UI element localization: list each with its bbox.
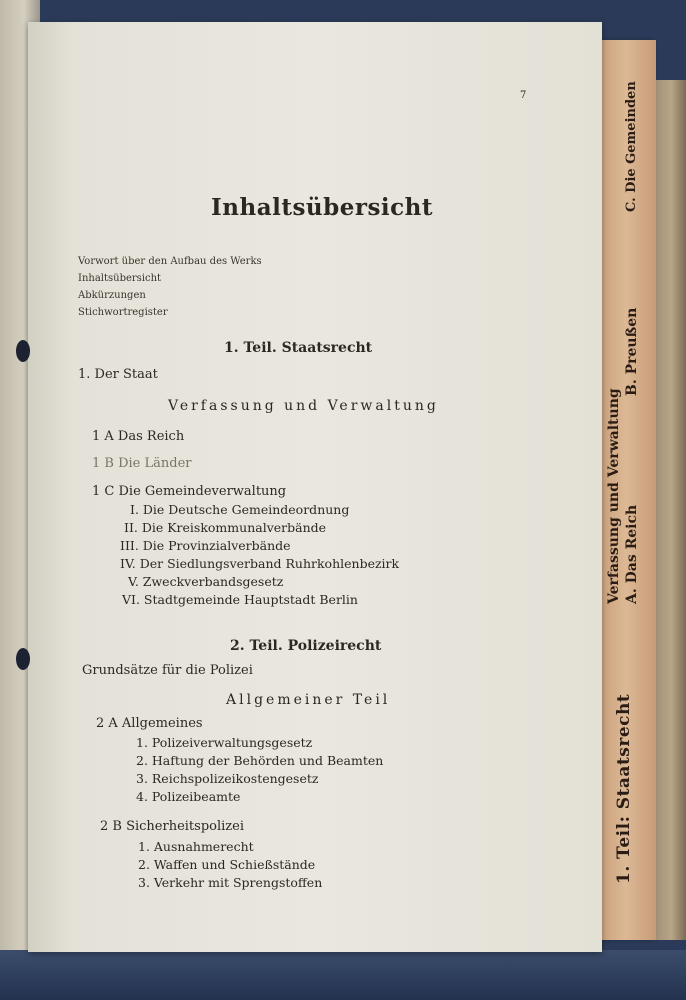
front-matter-item: Inhaltsübersicht [78,273,162,284]
toc-subentry: I. Die Deutsche Gemeindeordnung [130,502,350,517]
front-matter-item: Stichwortregister [78,307,168,318]
toc-subentry: II. Die Kreiskommunalverbände [124,520,327,535]
toc-entry-gemeinde: 1 C Die Gemeindeverwaltung [92,484,287,499]
tab-label-verfassung: Verfassung und Verwaltung [606,388,622,604]
tab-label-preussen[interactable]: B. Preußen [624,307,640,396]
part2-heading: 2. Teil. Polizeirecht [230,638,382,654]
part1-heading: 1. Teil. Staatsrecht [224,340,373,356]
toc-entry-laender: 1 B Die Länder [92,456,192,471]
toc-subentry: 3. Verkehr mit Sprengstoffen [138,875,323,890]
tab-label-gemeinden[interactable]: C. Die Gemeinden [624,81,639,212]
front-matter-item: Abkürzungen [78,290,146,301]
toc-entry-staat: 1. Der Staat [78,367,158,382]
toc-entry-reich: 1 A Das Reich [92,429,185,444]
toc-subentry: 2. Waffen und Schießstände [138,857,316,872]
toc-subentry: 1. Ausnahmerecht [138,839,254,854]
section-heading-allgemeiner: Allgemeiner Teil [226,692,391,708]
toc-subentry: IV. Der Siedlungsverband Ruhrkohlenbezirk [120,556,400,571]
toc-subentry: V. Zweckverbandsgesetz [128,574,284,589]
toc-subentry: 3. Reichspolizeikostengesetz [136,771,319,786]
toc-subentry: 4. Polizeibeamte [136,789,241,804]
page-title: Inhaltsübersicht [211,194,434,221]
desk-background [0,950,686,1000]
toc-subentry: 1. Polizeiverwaltungsgesetz [136,735,313,750]
front-matter-item: Vorwort über den Aufbau des Werks [78,256,262,267]
page-number: 7 [520,90,527,101]
binder-hole [16,648,30,670]
toc-subentry: 2. Haftung der Behörden und Beamten [136,753,384,768]
binder-hole [16,340,30,362]
document-page [28,22,602,952]
tab-label-staatsrecht[interactable]: 1. Teil: Staatsrecht [614,693,634,884]
toc-subentry: VI. Stadtgemeinde Hauptstadt Berlin [122,592,358,607]
toc-entry-grundsaetze: Grundsätze für die Polizei [82,663,253,678]
toc-entry-allgemeines: 2 A Allgemeines [96,716,203,731]
tab-label-reich[interactable]: A. Das Reich [624,504,640,604]
toc-entry-sicherheitspolizei: 2 B Sicherheitspolizei [100,819,244,834]
section-heading-verfassung: Verfassung und Verwaltung [168,398,439,414]
toc-subentry: III. Die Provinzialverbände [120,538,291,553]
